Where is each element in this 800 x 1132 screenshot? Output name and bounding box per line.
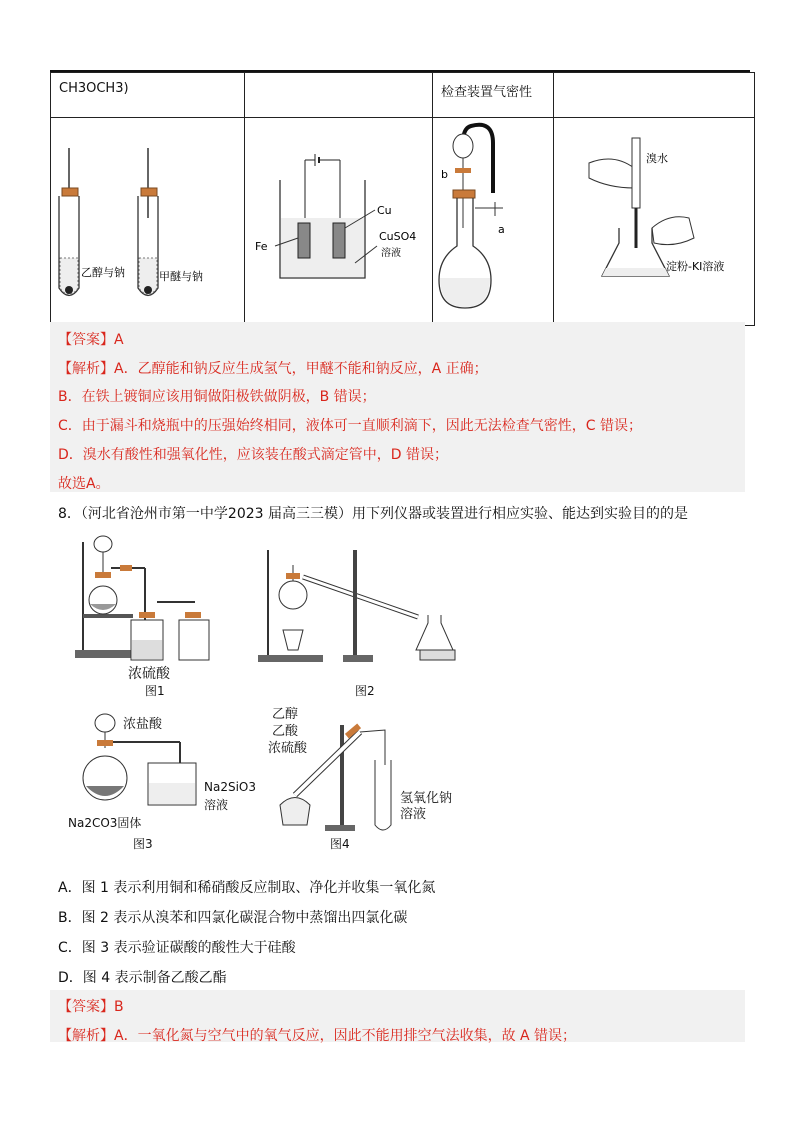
analysis-line: 故选A。 <box>58 476 110 492</box>
option-d: D．图 4 表示制备乙酸乙酯 <box>58 970 227 986</box>
analysis-line: B．在铁上镀铜应该用铜做阳极铁做阴极，B 错误； <box>58 389 376 405</box>
figure-3-caption: 图3 <box>133 837 153 851</box>
starch-label: 淀粉-KI溶液 <box>666 260 725 273</box>
table-cell: 检查装置气密性 <box>441 85 533 100</box>
question-stem: 8．（河北省沧州市第一中学2023 届高三三模）用下列仪器或装置进行相应实验、能达到实验目的的是 <box>58 506 688 522</box>
table-cell <box>554 73 754 111</box>
analysis-line: C．由于漏斗和烧瓶中的压强始终相同，液体可一直顺利滴下，因此无法检查气密性，C 错误； <box>58 418 642 434</box>
figure-3-top-label: 浓盐酸 <box>123 717 163 732</box>
a-label: a <box>498 223 505 236</box>
left-tube-label: 乙醇与钠 <box>81 266 125 279</box>
analysis-line: D．溴水有酸性和强氧化性，应该装在酸式滴定管中，D 错误； <box>58 447 449 463</box>
figure-3-diagram <box>80 708 220 808</box>
option-a: A．图 1 表示利用铜和稀硝酸反应制取、净化并收集一氧化氮 <box>58 880 436 896</box>
bromine-label: 溴水 <box>646 152 668 165</box>
analysis-line: 【解析】A．乙醇能和钠反应生成氢气，甲醚不能和钠反应，A 正确； <box>58 361 488 377</box>
ethanol-label: 乙醇 <box>272 707 299 722</box>
sulfuric-acid-label: 浓硫酸 <box>268 741 308 756</box>
right-tube-label: 甲醚与钠 <box>159 270 203 283</box>
na2sio3-solution-label: 溶液 <box>204 798 229 812</box>
naoh-solution-label: 溶液 <box>400 807 427 822</box>
cu-label: Cu <box>377 204 392 217</box>
apparatus-table <box>50 72 755 326</box>
b-label: b <box>441 168 448 181</box>
electroplating-diagram <box>245 118 432 321</box>
fe-label: Fe <box>255 240 268 253</box>
figure-4-caption: 图4 <box>330 837 350 851</box>
na2co3-label: Na2CO3固体 <box>68 816 142 830</box>
figure-1-caption: 图1 <box>145 684 165 698</box>
figure-1-label: 浓硫酸 <box>128 666 170 682</box>
analysis-line: 【解析】A．一氧化氮与空气中的氧气反应，因此不能用排空气法收集，故 A 错误； <box>58 1028 577 1044</box>
figure-4-diagram <box>265 720 415 835</box>
answer-line: 【答案】B <box>58 999 124 1015</box>
table-cell: CH3OCH3) <box>59 81 129 96</box>
figure-2-caption: 图2 <box>355 684 375 698</box>
answer-line: 【答案】A <box>58 332 124 348</box>
sodium-tubes-diagram <box>51 118 244 321</box>
acetic-acid-label: 乙酸 <box>272 724 299 739</box>
table-cell <box>245 73 432 111</box>
figure-2-diagram <box>248 545 468 665</box>
titration-diagram <box>554 118 754 321</box>
airtightness-diagram <box>433 118 553 321</box>
option-c: C．图 3 表示验证碳酸的酸性大于硅酸 <box>58 940 296 956</box>
figure-1-diagram <box>65 532 215 662</box>
naoh-label: 氢氧化钠 <box>400 791 453 806</box>
option-b: B．图 2 表示从溴苯和四氯化碳混合物中蒸馏出四氯化碳 <box>58 910 408 926</box>
answer-block-1 <box>50 322 745 492</box>
solution-label: 溶液 <box>381 248 401 259</box>
cuso4-label: CuSO4 <box>379 230 417 243</box>
na2sio3-label: Na2SiO3 <box>204 780 256 794</box>
